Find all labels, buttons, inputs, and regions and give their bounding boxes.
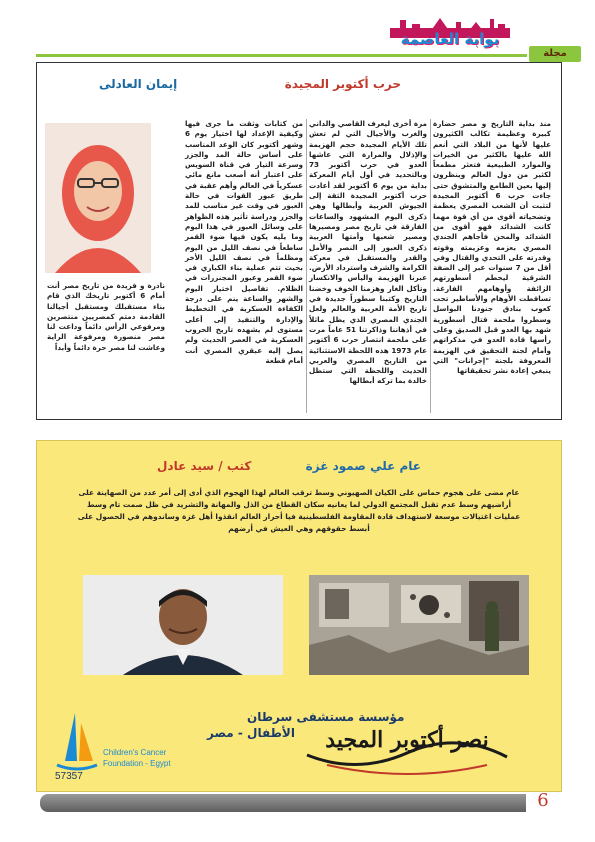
column-divider [306, 119, 307, 413]
page-number: 6 [537, 790, 549, 811]
author-photo [83, 575, 283, 675]
article-body: عام مضى على هجوم حماس على الكيان الصهيوني وسط ترقب العالم لهذا الهجوم الذي أدى إلى أمر عدد من الصهاينة على أراضيهم وسط عدم تقبل المجتمع الدولي لما يعانيه سكان القطاع من الذل والمهانة والتشريد في ظل صمت تام وسط عمليات اغتيالات موسعة لاستهداف قادة المقاومة الفلسطينية فيا أحرار العالم انقذوا أهل غزة وساندوهم في الحصول على أبسط حقوقهم وهي العيش في أرضهم [77, 488, 521, 533]
article-october-war [36, 62, 562, 420]
article-title: حرب أكتوبر المجيدة [284, 77, 401, 91]
column-divider [430, 119, 431, 413]
masthead-logo [390, 16, 510, 52]
article-column-1: منذ بداية التاريخ و مصر حضارة كبيرة وعظيمة تكالب الكثيرون عليها لأنها من البلاد التي أنعم الله عليها بالكثير من الخيرات والموارد الطبيعية فتعثر مطمعاً لكثير من دول العالم وينظرون إليها بعين الطامع والمتشوق حتى جاءت حرب 6 أكتوبر المجيدة لتثبت أن الشعب المصري يعظمة وتضحياته أقوى من أي قوة مهما كانت الشدائد فهو أقوى من الشدائد والمحن فأجاهم الجندي المصري بعزمه وعزيمته وقوته وقدرته على التحدي والقتال وفي أقل من 7 سنوات عبر إلى الضفة الشرقية ليحطم أسطورتهم الزائفة وأوهامهم الفارغة. تساقطت الأوهام والأساطير تحت كعوب بنادق جنودنا البواسل وسطروا ملحمة قتال أسطورية شهد بها العدو قبل الصديق وعلى رأسها قادة العدو في مذكراتهم وأمام لجنة التحقيق في الهزيمة المعروفة بلجنة "إجرانات" التي ينبغي إعادة نشر تحقيقاتها [433, 119, 552, 376]
header-rule [36, 54, 527, 57]
hospital-name-ar-1: مؤسسة مستشفى سرطان [247, 710, 405, 724]
hospital-number: 57357 [55, 771, 83, 782]
gaza-destruction-photo [309, 575, 529, 675]
article-column-4: نادرة و فريدة من تاريخ مصر أنت أمام 6 أكتوبر تاريخك الذي قام بناء مستقبلك ومستقبل أجيالنا القادمة دمتم كمصريين منتصرين ومرفوعي الرأس دائماً وداعت لنا مصر منصورة ومرفوعة الراية وعاشت لنا مصر حرة دائماً وأبداً [47, 281, 165, 352]
article-author: كتب / سيد عادل [157, 459, 252, 473]
article-column-3: من كتابات وثقت ما جرى فيها وكيفية الإعداد لها اختيار يوم 6 وشهر أكتوبر كان الوعد المناسب على أساس حالة المد والجزر وسرعة التيار في قناة السويس على اعتبار أنه أصعب مانع مائي عسكرياً في العالم وأهم عقبة في طريق عبور القوات في حالة العبور في وقت غير مناسب للمد والجزر ودراسة تأثير هذه الظواهر على وسائل العبور في هذا اليوم وما يليه يكون فيها ضوء القمر ساطعاً في نصف الليل من اليوم ومظلماً في نصف الليل الأخر بحيث تتم عملية بناء الكباري في ضوء القمر وعبور المجنزرات في الظلام. تفاصيل اختيار اليوم والشهر والساعة ينم على درجة الكفاءة العسكرية في التخطيط والإدارة والتنفيذ إلى أعلى مستوى لم يشهده تاريخ الحروب العسكرية في العصر الحديث ولم يصل إليه عبقري المصري أنت أمام قطعة [185, 119, 303, 365]
victory-logo-text: نصر أكتوبر المجيد [325, 727, 489, 753]
article-column-2: مرة أخرى ليعرف القاصي والداني والغرب والأجيال التي لم تعش تلك الأيام المجيدة حجم الهزيمة والإذلال والمرارة التي عاشها العدو في حرب أكتوبر 73 وبالتحديد في أول أيام المعركة بداية من يوم 6 أكتوبر لقد أعادت حرب أكتوبر المجيدة الثقة إلى الجيوش العربية وأبطالها وهي ذكرى اليوم المشهود والساعات الفارقة في تاريخ مصر ومصيرها ومصير شعبها وأمتها العربية ذكرى العبور إلى النصر والأمل والقدر والمستقبل في معركة الكرامة والشرف واسترداد الأرض. عبرنا الهزيمة واليأس والانكسار وتأكل الغار وهزمنا الخوف وخضنا التاريخ وكتبنا سطوراً جديدة في تاريخ الأمة العربية والعالم ولعل الجندي المصري الذي يظل ماثلاً في أذهاننا وذاكرتنا 51 عاماً مرت على ملحمة انتصار حرب 6 أكتوبر عام 1973 هذه اللحظة الاستثنائية من التاريخ المصري والعربي الحديث واللحظة التي ستظل خالدة بما تركه أبطالها [309, 119, 427, 386]
hospital-name-en-2: Foundation - Egypt [103, 759, 171, 768]
article-gaza [36, 440, 562, 792]
footer-bar [40, 794, 526, 812]
hospital-logo [47, 703, 405, 783]
hospital-name-en-1: Children's Cancer [103, 748, 167, 757]
masthead-title: بوابة العاصمة [400, 30, 500, 48]
sailboat-logo-icon [47, 703, 405, 783]
article-title: عام علي صمود غزة [305, 459, 421, 473]
author-photo [45, 123, 151, 273]
october-victory-logo [297, 695, 517, 783]
section-tag: مجلة [529, 46, 581, 62]
article-author: إيمان العادلى [99, 77, 178, 91]
man-portrait-icon [83, 575, 283, 675]
woman-portrait-icon [45, 123, 151, 273]
hospital-name-ar-2: الأطفال - مصر [207, 726, 295, 740]
calligraphy-logo-icon [297, 695, 517, 783]
destroyed-building-icon [309, 575, 529, 675]
